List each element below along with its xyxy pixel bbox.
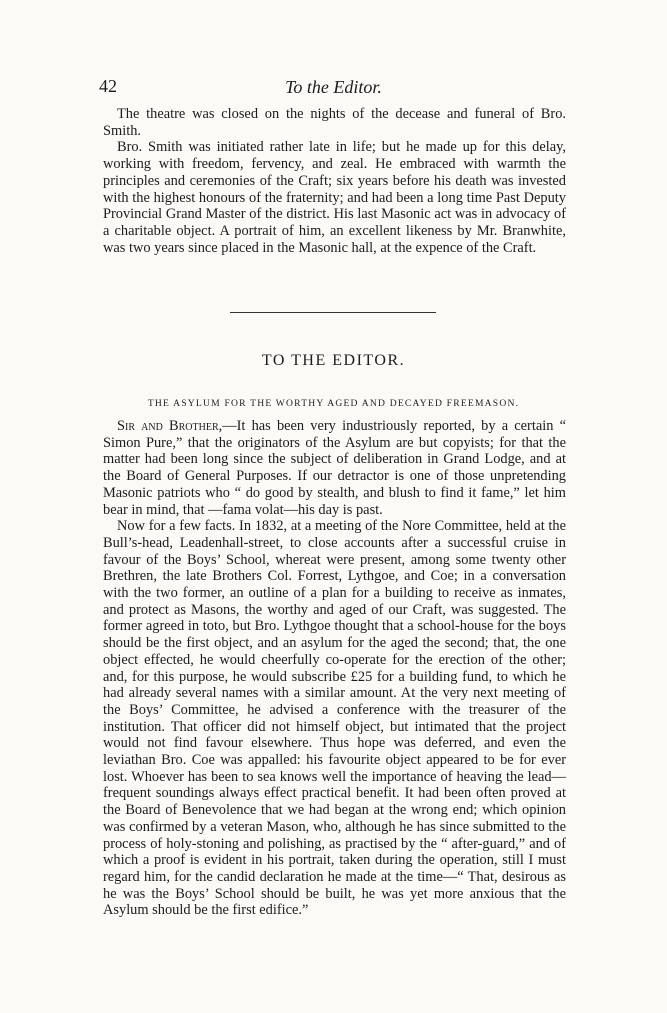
intro-paragraph-1: The theatre was closed on the nights of the decease and funeral of Bro. Smith. <box>103 106 566 139</box>
salutation: Sir and Brother, <box>117 418 223 434</box>
letter-paragraph-1-text: —It has been very industriously reported, by a certain “ Simon Pure,” that the originators of the Asylum are but copyists; for that the matter had been long since the subject of deliberation in Grand Lodge, and at the Board of General Purposes. If our detractor is one of those unpretending Masonic patriots who “ do good by stealth, and blush to find it fame,” let him bear in mind, that —fama volat—his day is past. <box>103 418 566 518</box>
intro-paragraph-2: Bro. Smith was initiated rather late in life; but he made up for this delay, working with freedom, fervency, and zeal. He embraced with warmth the principles and ceremonies of the Craft; six years before his death was invested with the highest honours of the fraternity; and had been a long time Past Deputy Provincial Grand Master of the district. His last Masonic act was in advocacy of a charitable object. A portrait of him, an excellent likeness by Mr. Branwhite, was two years since placed in the Masonic hall, at the expence of the Craft. <box>103 139 566 256</box>
running-head <box>0 76 667 100</box>
section-divider <box>230 312 436 313</box>
article-heading: TO THE EDITOR. <box>261 352 406 369</box>
page-number: 42 <box>99 76 117 96</box>
running-title: To the Editor. <box>285 77 382 97</box>
article-subheading: THE ASYLUM FOR THE WORTHY AGED AND DECAYED FREEMASON. <box>147 398 520 409</box>
letter-paragraph-1 <box>103 418 566 518</box>
letter-body <box>103 418 566 919</box>
letter-paragraph-2: Now for a few facts. In 1832, at a meeting of the Nore Committee, held at the Bull’s-head, Leadenhall-street, to close accounts after a successful cruise in favour of the Boys’ School, whereat were present, among some twenty other Brethren, the late Brothers Col. Forrest, Lythgoe, and Coe; in a conversation with the two former, an outline of a plan for a building to receive as inmates, and protect as Masons, the worthy and aged of our Craft, was suggested. The former agreed in toto, but Bro. Lythgoe thought that a school-house for the boys should be the first object, and an asylum for the aged the second; that, the one object effected, he would cheerfully co-operate for the erection of the other; and, for this purpose, he would subscribe £25 for a building fund, to which he had already several names with a similar amount. At the very next meeting of the Boys’ Committee, he advised a conference with the treasurer of the institution. That officer did not himself object, but intimated that the project would not find favour elsewhere. Thus hope was deferred, and even the leviathan Bro. Coe was appalled: his favourite object appeared to be for ever lost. Whoever has been to sea knows well the importance of heaving the lead—frequent soundings always effect practical benefit. It had been often proved at the Board of Benevolence that we had began at the wrong end; which opinion was confirmed by a veteran Mason, who, although he has since submitted to the process of holy-stoning and polishing, as practised by the “ after-guard,” and of which a proof is evident in his portrait, taken during the operation, still I must regard him, for the candid declaration he made at the time—“ That, desirous as he was the Boys’ School should be built, he was yet more anxious that the Asylum should be the first edifice.” <box>103 518 566 919</box>
intro-section <box>103 106 566 256</box>
